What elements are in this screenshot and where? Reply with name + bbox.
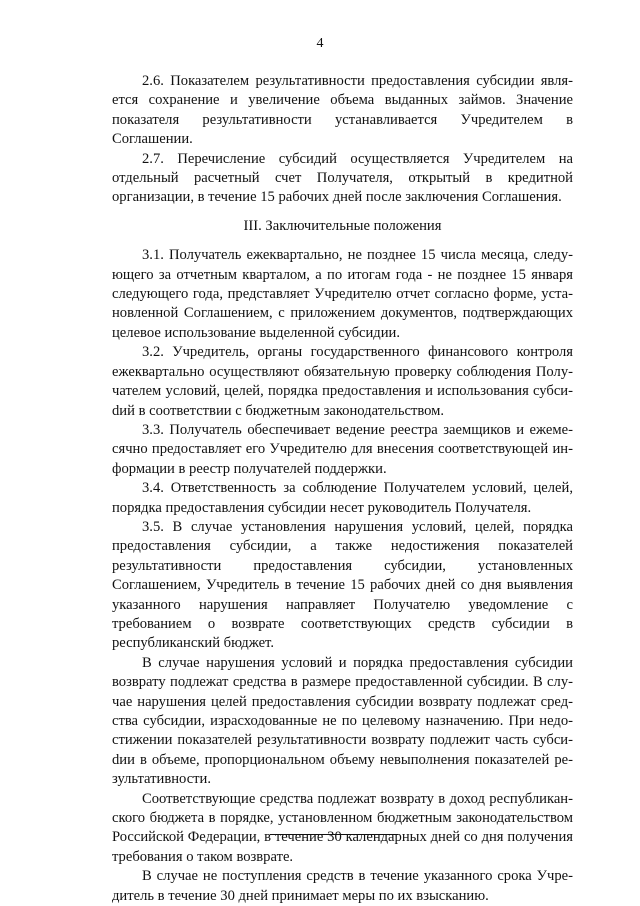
paragraph-2-7: 2.7. Перечисление субсидий осуществляется Учредителем на отдельный расчетный счет Получателя, открытый в кредитной организации, в течение 15 рабочих дней после заключения Соглашения.	[112, 150, 573, 206]
document-body	[112, 72, 573, 906]
page-number: 4	[316, 36, 324, 51]
paragraph-3-4: 3.4. Ответственность за соблюдение Получателем условий, целей, порядка предоставления субсидии несет руководитель Получателя.	[112, 480, 573, 516]
paragraph-recovery-measures: В случае не поступления средств в течение указанного срока Учредитель в течение 30 дней принимает меры по их взысканию.	[112, 868, 573, 904]
paragraph-violation-refund: В случае нарушения условий и порядка предоставления субсидии возврату подлежат средства в размере предоставленной субсидии. В случае нарушения целей предоставления субсидии возврату подлежат средства субсидии, израсходованные не по целевому назначению. При недостижении показателей результативности возврату подлежит часть субсиdии в объеме, пропорциональном объему невыполнения показателей результативности.	[112, 654, 573, 788]
paragraph-3-2: 3.2. Учредитель, органы государственного финансового контроля ежеквартально осуществляют обязательную проверку соблюдения Получателем условий, целей, порядка предоставления и использования субсиdий в соответствии с бюджетным законодательством.	[112, 344, 573, 419]
paragraph-3-1: 3.1. Получатель ежеквартально, не позднее 15 числа месяца, следующего за отчетным кварталом, а по итогам года - не позднее 15 января следующего года, представляет Учредителю отчет согласно форме, установленной Соглашением, с приложением документов, подтверждающих целевое использование выделенной субсидии.	[112, 247, 573, 341]
paragraph-3-3: 3.3. Получатель обеспечивает ведение реестра заемщиков и ежемесячно предоставляет его Учредителю для внесения соответствующей информации в реестр получателей поддержки.	[112, 421, 573, 477]
paragraph-budget-return: Соответствующие средства подлежат возврату в доход республиканского бюджета в порядке, установленном бюджетным законодательством Российской Федерации, в течение 30 календарных дней со дня получения требования о таком возврате.	[112, 790, 573, 865]
paragraph-3-5: 3.5. В случае установления нарушения условий, целей, порядка предоставления субсидии, а также недостижения показателей результативности предоставления субсидии, установленных Соглашением, Учредитель в течение 15 рабочих дней со дня выявления указанного нарушения направляет Получателю уведомление с требованием о возврате соответствующих средств субсидии в республиканский бюджет.	[112, 518, 573, 652]
closing-divider-line	[270, 834, 398, 835]
paragraph-2-6: 2.6. Показателем результативности предоставления субсидии является сохранение и увеличение объема выданных займов. Значение показателя результативности устанавливается Учредителем в Соглашении.	[112, 73, 573, 148]
section-heading: III. Заключительные положения	[243, 217, 442, 234]
